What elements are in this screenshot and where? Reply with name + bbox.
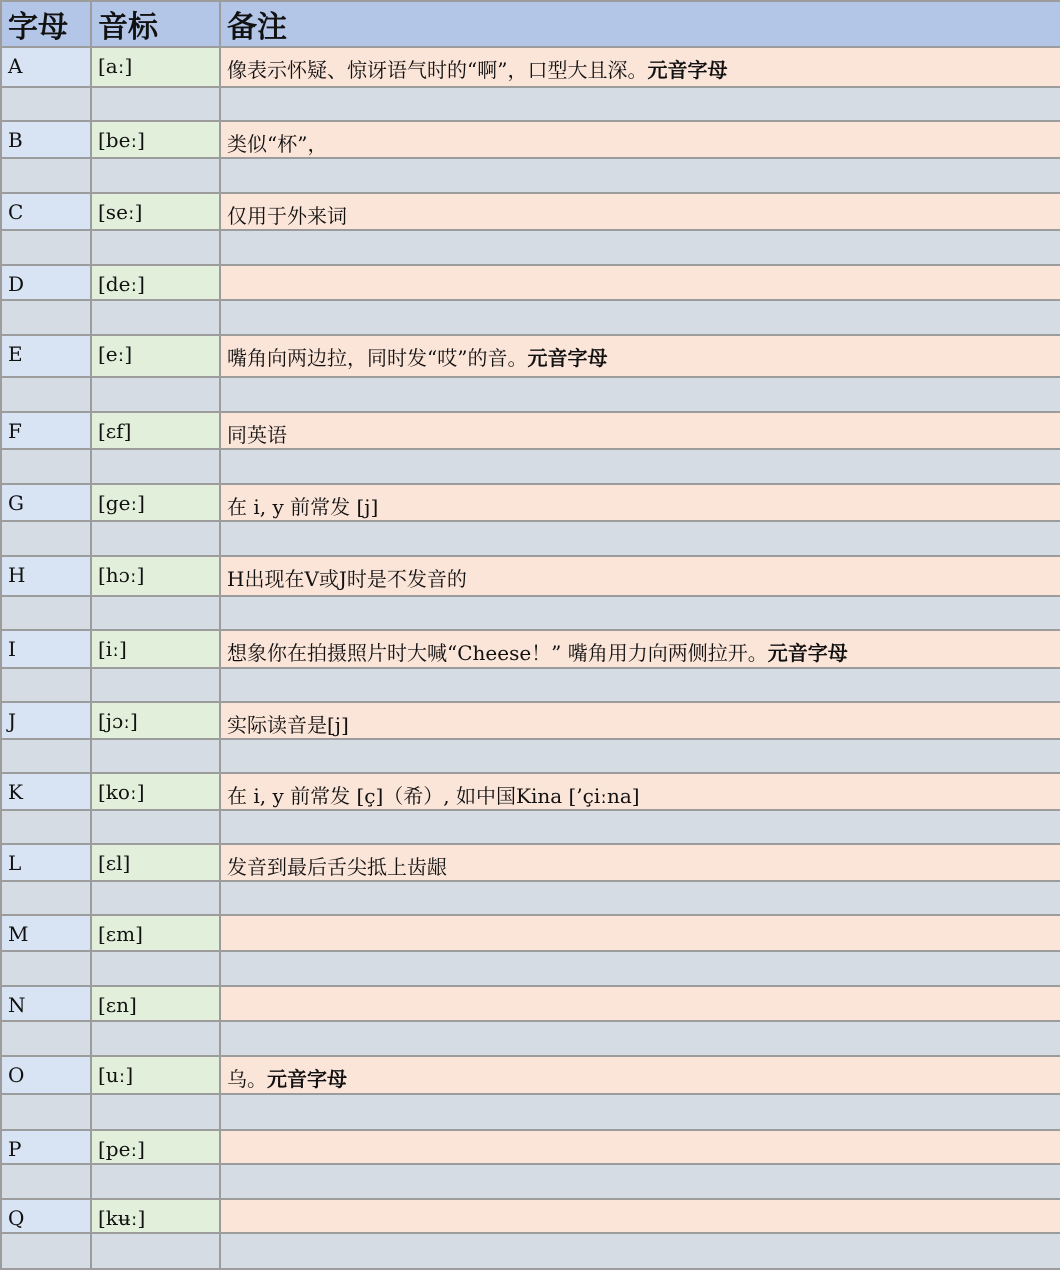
note-cell xyxy=(220,556,1060,596)
note-text: 实际读音是[j] xyxy=(227,713,349,737)
note-cell xyxy=(220,702,1060,739)
phonetic-cell: [geː] xyxy=(91,484,220,521)
empty-cell xyxy=(91,596,220,630)
spacer-row xyxy=(1,596,1060,630)
empty-cell xyxy=(220,1164,1060,1199)
empty-cell xyxy=(1,1164,91,1199)
table-row xyxy=(1,915,1060,951)
phonetic-cell: [kʉː] xyxy=(91,1199,220,1233)
phonetic-cell: [ɛm] xyxy=(91,915,220,951)
empty-cell xyxy=(1,521,91,556)
note-cell xyxy=(220,412,1060,449)
letter-cell: G xyxy=(1,484,91,521)
table-row xyxy=(1,556,1060,596)
table-row xyxy=(1,412,1060,449)
letter-cell: J xyxy=(1,702,91,739)
note-cell xyxy=(220,335,1060,377)
spacer-row xyxy=(1,881,1060,915)
empty-cell xyxy=(91,881,220,915)
note-cell xyxy=(220,484,1060,521)
empty-cell xyxy=(91,1094,220,1130)
spacer-row xyxy=(1,951,1060,986)
note-text: 嘴角向两边拉，同时发“哎”的音。 xyxy=(227,346,528,370)
empty-cell xyxy=(220,449,1060,484)
empty-cell xyxy=(1,377,91,412)
spacer-row xyxy=(1,668,1060,702)
table-row xyxy=(1,702,1060,739)
letter-cell: C xyxy=(1,193,91,230)
spacer-row xyxy=(1,377,1060,412)
empty-cell xyxy=(220,810,1060,844)
header-letter: 字母 xyxy=(1,1,91,47)
empty-cell xyxy=(220,596,1060,630)
empty-cell xyxy=(220,1233,1060,1269)
letter-cell: I xyxy=(1,630,91,668)
note-cell xyxy=(220,773,1060,810)
spacer-row xyxy=(1,1233,1060,1269)
phonetic-cell: [beː] xyxy=(91,121,220,158)
header-row xyxy=(1,1,1060,47)
letter-cell: F xyxy=(1,412,91,449)
empty-cell xyxy=(91,951,220,986)
note-cell xyxy=(220,630,1060,668)
phonetic-cell: [eː] xyxy=(91,335,220,377)
table-row xyxy=(1,630,1060,668)
note-text: 乌。 xyxy=(227,1067,267,1091)
letter-cell: Q xyxy=(1,1199,91,1233)
table-row xyxy=(1,121,1060,158)
letter-cell: N xyxy=(1,986,91,1021)
vowel-tag: 元音字母 xyxy=(647,58,728,82)
note-text: H出现在V或J时是不发音的 xyxy=(227,567,467,591)
phonetic-cell: [peː] xyxy=(91,1130,220,1164)
empty-cell xyxy=(91,739,220,773)
empty-cell xyxy=(1,230,91,265)
note-text: 同英语 xyxy=(227,423,287,447)
vowel-tag: 元音字母 xyxy=(767,641,848,665)
phonetic-cell: [koː] xyxy=(91,773,220,810)
empty-cell xyxy=(91,810,220,844)
note-text: 仅用于外来词 xyxy=(227,204,347,228)
empty-cell xyxy=(1,668,91,702)
phonetic-cell: [deː] xyxy=(91,265,220,300)
empty-cell xyxy=(1,1233,91,1269)
empty-cell xyxy=(220,881,1060,915)
empty-cell xyxy=(1,739,91,773)
empty-cell xyxy=(91,377,220,412)
empty-cell xyxy=(220,521,1060,556)
letter-cell: P xyxy=(1,1130,91,1164)
empty-cell xyxy=(91,668,220,702)
letter-cell: O xyxy=(1,1056,91,1094)
empty-cell xyxy=(91,158,220,193)
table-body xyxy=(1,47,1060,1269)
phonetic-cell: [ɛf] xyxy=(91,412,220,449)
note-text: 想象你在拍摄照片时大喊“Cheese！” 嘴角用力向两侧拉开。 xyxy=(227,641,768,665)
empty-cell xyxy=(1,158,91,193)
vowel-tag: 元音字母 xyxy=(267,1067,347,1091)
letter-cell: B xyxy=(1,121,91,158)
note-text: 类似“杯”， xyxy=(227,132,328,156)
spacer-row xyxy=(1,449,1060,484)
spacer-row xyxy=(1,1094,1060,1130)
empty-cell xyxy=(220,951,1060,986)
table-row xyxy=(1,1056,1060,1094)
empty-cell xyxy=(220,87,1060,121)
phonetic-cell: [ɛl] xyxy=(91,844,220,881)
empty-cell xyxy=(1,810,91,844)
note-text: 像表示怀疑、惊讶语气时的“啊”，口型大且深。 xyxy=(227,58,648,82)
table-row xyxy=(1,1199,1060,1233)
empty-cell xyxy=(91,1164,220,1199)
empty-cell xyxy=(220,158,1060,193)
spacer-row xyxy=(1,521,1060,556)
vowel-tag: 元音字母 xyxy=(527,346,608,370)
phonetic-cell: [uː] xyxy=(91,1056,220,1094)
note-cell xyxy=(220,986,1060,1021)
empty-cell xyxy=(220,1021,1060,1056)
note-cell xyxy=(220,121,1060,158)
empty-cell xyxy=(1,300,91,335)
empty-cell xyxy=(220,230,1060,265)
spacer-row xyxy=(1,158,1060,193)
note-cell xyxy=(220,915,1060,951)
table-row xyxy=(1,484,1060,521)
letter-cell: H xyxy=(1,556,91,596)
empty-cell xyxy=(1,951,91,986)
note-text: 发音到最后舌尖抵上齿龈 xyxy=(227,855,447,879)
empty-cell xyxy=(220,300,1060,335)
table-row xyxy=(1,47,1060,87)
spacer-row xyxy=(1,810,1060,844)
empty-cell xyxy=(1,596,91,630)
spacer-row xyxy=(1,300,1060,335)
empty-cell xyxy=(91,87,220,121)
empty-cell xyxy=(1,881,91,915)
empty-cell xyxy=(91,449,220,484)
table-row xyxy=(1,335,1060,377)
empty-cell xyxy=(220,739,1060,773)
phonetic-cell: [aː] xyxy=(91,47,220,87)
empty-cell xyxy=(91,1233,220,1269)
note-cell xyxy=(220,1056,1060,1094)
letter-cell: K xyxy=(1,773,91,810)
note-cell xyxy=(220,265,1060,300)
empty-cell xyxy=(91,300,220,335)
phonetic-cell: [seː] xyxy=(91,193,220,230)
empty-cell xyxy=(220,668,1060,702)
phonetic-cell: [jɔː] xyxy=(91,702,220,739)
empty-cell xyxy=(1,1021,91,1056)
empty-cell xyxy=(220,377,1060,412)
empty-cell xyxy=(91,521,220,556)
spacer-row xyxy=(1,1164,1060,1199)
empty-cell xyxy=(91,230,220,265)
header-phonetic: 音标 xyxy=(91,1,220,47)
header-note: 备注 xyxy=(220,1,1060,47)
empty-cell xyxy=(1,1094,91,1130)
note-cell xyxy=(220,193,1060,230)
phonetic-cell: [ɛn] xyxy=(91,986,220,1021)
spacer-row xyxy=(1,739,1060,773)
table-row xyxy=(1,193,1060,230)
spacer-row xyxy=(1,87,1060,121)
note-text: 在 i, y 前常发 [ç]（希）, 如中国Kina [’çiːna] xyxy=(227,784,640,808)
empty-cell xyxy=(1,449,91,484)
table-row xyxy=(1,773,1060,810)
empty-cell xyxy=(91,1021,220,1056)
note-cell xyxy=(220,47,1060,87)
letter-cell: D xyxy=(1,265,91,300)
phonetic-cell: [hɔː] xyxy=(91,556,220,596)
note-text: 在 i, y 前常发 [j] xyxy=(227,495,379,519)
spacer-row xyxy=(1,230,1060,265)
empty-cell xyxy=(1,87,91,121)
letter-cell: M xyxy=(1,915,91,951)
empty-cell xyxy=(220,1094,1060,1130)
letter-cell: A xyxy=(1,47,91,87)
letter-cell: E xyxy=(1,335,91,377)
note-cell xyxy=(220,1199,1060,1233)
table-row xyxy=(1,1130,1060,1164)
table-row xyxy=(1,986,1060,1021)
phonetic-cell: [iː] xyxy=(91,630,220,668)
letter-cell: L xyxy=(1,844,91,881)
spacer-row xyxy=(1,1021,1060,1056)
note-cell xyxy=(220,1130,1060,1164)
note-cell xyxy=(220,844,1060,881)
table-row xyxy=(1,265,1060,300)
table-row xyxy=(1,844,1060,881)
